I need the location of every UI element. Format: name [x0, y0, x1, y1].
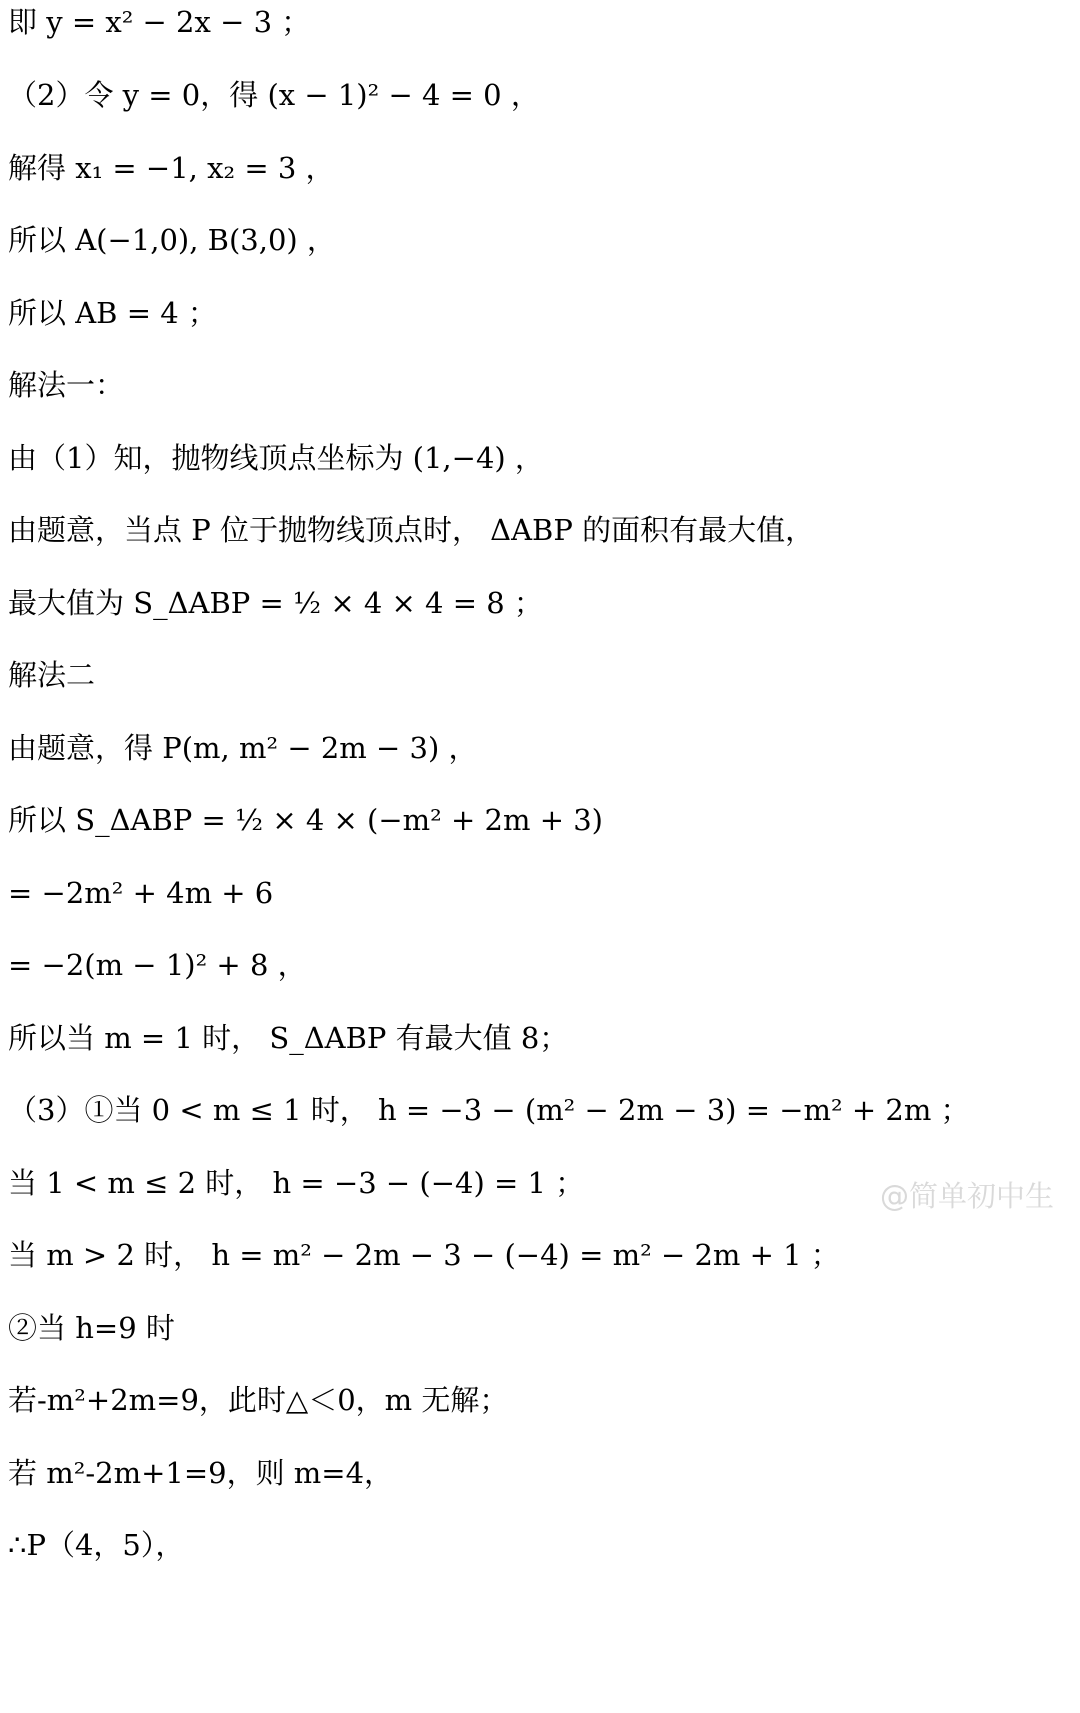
watermark: @简单初中生: [880, 1179, 1055, 1213]
text-line: 所以 S_ΔABP = ½ × 4 × (−m² + 2m + 3): [8, 803, 603, 837]
text-line: 所以 AB = 4 ；: [8, 296, 217, 330]
text-line: 所以 A(−1,0), B(3,0) ，: [8, 223, 336, 257]
text-line: 解法一：: [8, 368, 125, 402]
text-line: 解法二: [8, 658, 96, 692]
text-line: 当 1 < m ≤ 2 时， h = −3 − (−4) = 1 ；: [8, 1166, 585, 1200]
text-line: ②当 h=9 时: [8, 1311, 175, 1345]
text-line: 最大值为 S_ΔABP = ½ × 4 × 4 = 8 ；: [8, 586, 543, 620]
text-line: 由题意，当点 P 位于抛物线顶点时， ΔABP 的面积有最大值，: [8, 513, 815, 547]
text-line: 即 y = x² − 2x − 3 ；: [8, 5, 311, 39]
text-line: 若-m²+2m=9，此时△＜0，m 无解；: [8, 1383, 509, 1417]
text-line: = −2(m − 1)² + 8 ，: [8, 948, 307, 982]
text-line: （3）①当 0 < m ≤ 1 时， h = −3 − (m² − 2m − 3) = −m² + 2m ；: [8, 1093, 970, 1127]
text-line: 由题意，得 P(m, m² − 2m − 3) ，: [8, 731, 478, 765]
text-line: 若 m²-2m+1=9，则 m=4，: [8, 1456, 394, 1490]
text-line: 当 m > 2 时， h = m² − 2m − 3 − (−4) = m² − 2m + 1 ；: [8, 1238, 840, 1272]
text-line: ∴P（4，5），: [8, 1528, 185, 1562]
text-line: 所以当 m = 1 时， S_ΔABP 有最大值 8；: [8, 1021, 569, 1055]
text-line: 解得 x₁ = −1, x₂ = 3 ，: [8, 151, 335, 185]
text-line: （2）令 y = 0，得 (x − 1)² − 4 = 0 ，: [8, 78, 540, 112]
text-line: = −2m² + 4m + 6: [8, 876, 274, 910]
text-line: 由（1）知，抛物线顶点坐标为 (1,−4) ，: [8, 441, 544, 475]
